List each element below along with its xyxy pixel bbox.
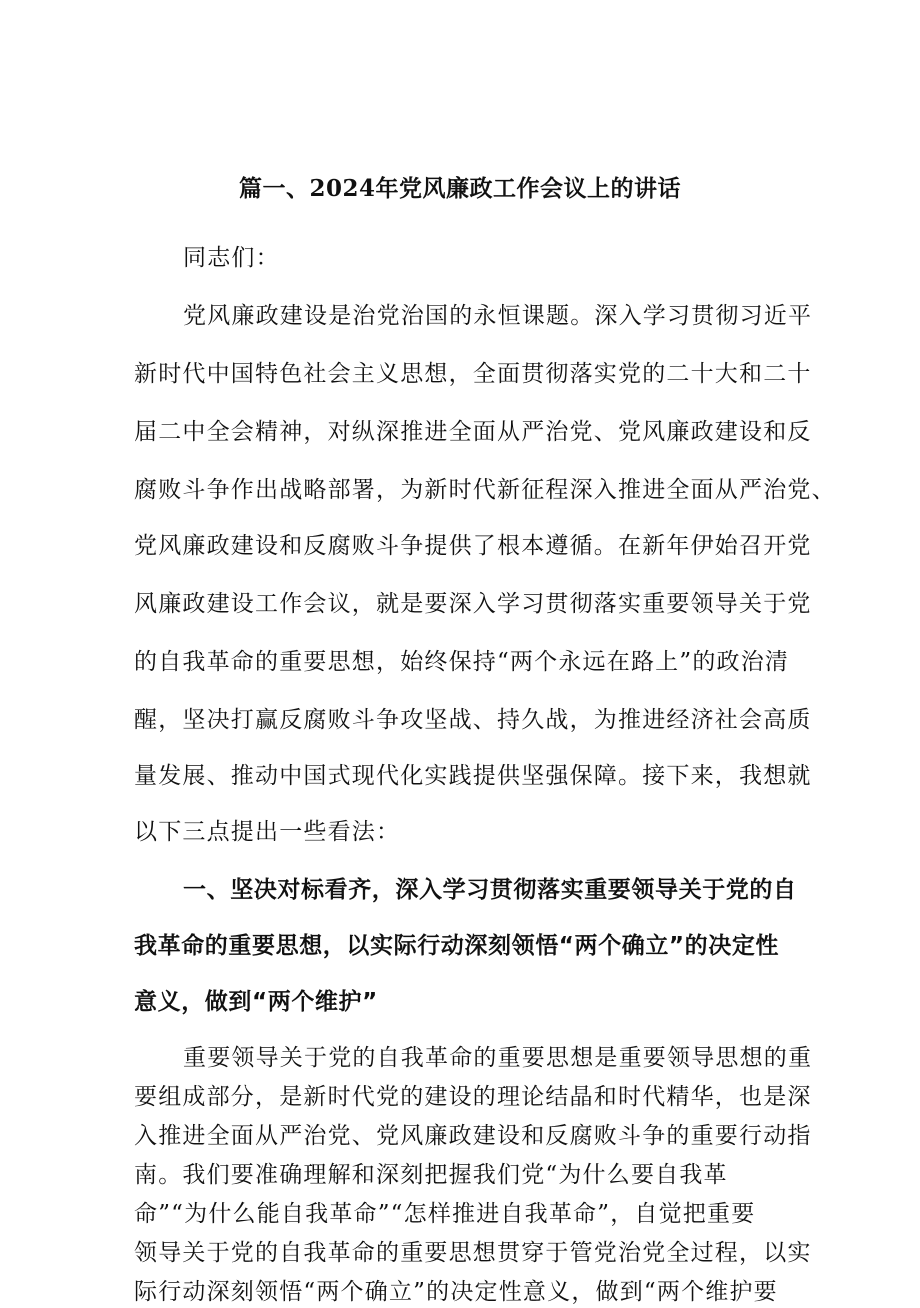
paragraph-line: 领导关于党的自我革命的重要思想贯穿于管党治党全过程，以实	[134, 1240, 812, 1266]
paragraph-line: 醒，坚决打赢反腐败斗争攻坚战、持久战，为推进经济社会高质	[134, 707, 812, 733]
section-heading-line: 一、坚决对标看齐，深入学习贯彻落实重要领导关于党的自	[183, 877, 797, 903]
paragraph-line: 际行动深刻领悟“两个确立”的决定性意义，做到“两个维护要	[134, 1279, 778, 1305]
paragraph-line: 入推进全面从严治党、党风廉政建设和反腐败斗争的重要行动指	[134, 1123, 812, 1149]
paragraph-line: 党风廉政建设是治党治国的永恒课题。深入学习贯彻习近平	[183, 303, 813, 329]
document-title: 篇一、2024年党风廉政工作会议上的讲话	[238, 175, 681, 202]
paragraph-line: 腐败斗争作出战略部署，为新时代新征程深入推进全面从严治党、	[134, 477, 836, 503]
section-heading-line: 意义，做到“两个维护”	[134, 989, 378, 1015]
paragraph-line: 届二中全会精神，对纵深推进全面从严治党、党风廉政建设和反	[134, 419, 812, 445]
section-heading-line: 我革命的重要思想，以实际行动深刻领悟“两个确立”的决定性	[134, 933, 780, 959]
paragraph-line: 的自我革命的重要思想，始终保持“两个永远在路上”的政治清	[134, 649, 790, 675]
paragraph-line: 命”“为什么能自我革命”“怎样推进自我革命”，自觉把重要	[134, 1201, 756, 1227]
greeting: 同志们：	[183, 245, 280, 271]
paragraph-line: 风廉政建设工作会议，就是要深入学习贯彻落实重要领导关于党	[134, 591, 812, 617]
paragraph-line: 要组成部分，是新时代党的建设的理论结晶和时代精华，也是深	[134, 1084, 812, 1110]
paragraph-line: 党风廉政建设和反腐败斗争提供了根本遵循。在新年伊始召开党	[134, 533, 812, 559]
paragraph-line: 重要领导关于党的自我革命的重要思想是重要领导思想的重	[183, 1045, 813, 1071]
paragraph-line: 南。我们要准确理解和深刻把握我们党“为什么要自我革	[134, 1162, 728, 1188]
paragraph-line: 以下三点提出一些看法：	[134, 819, 401, 845]
paragraph-line: 量发展、推动中国式现代化实践提供坚强保障。接下来，我想就	[134, 763, 812, 789]
paragraph-line: 新时代中国特色社会主义思想，全面贯彻落实党的二十大和二十	[134, 361, 812, 387]
